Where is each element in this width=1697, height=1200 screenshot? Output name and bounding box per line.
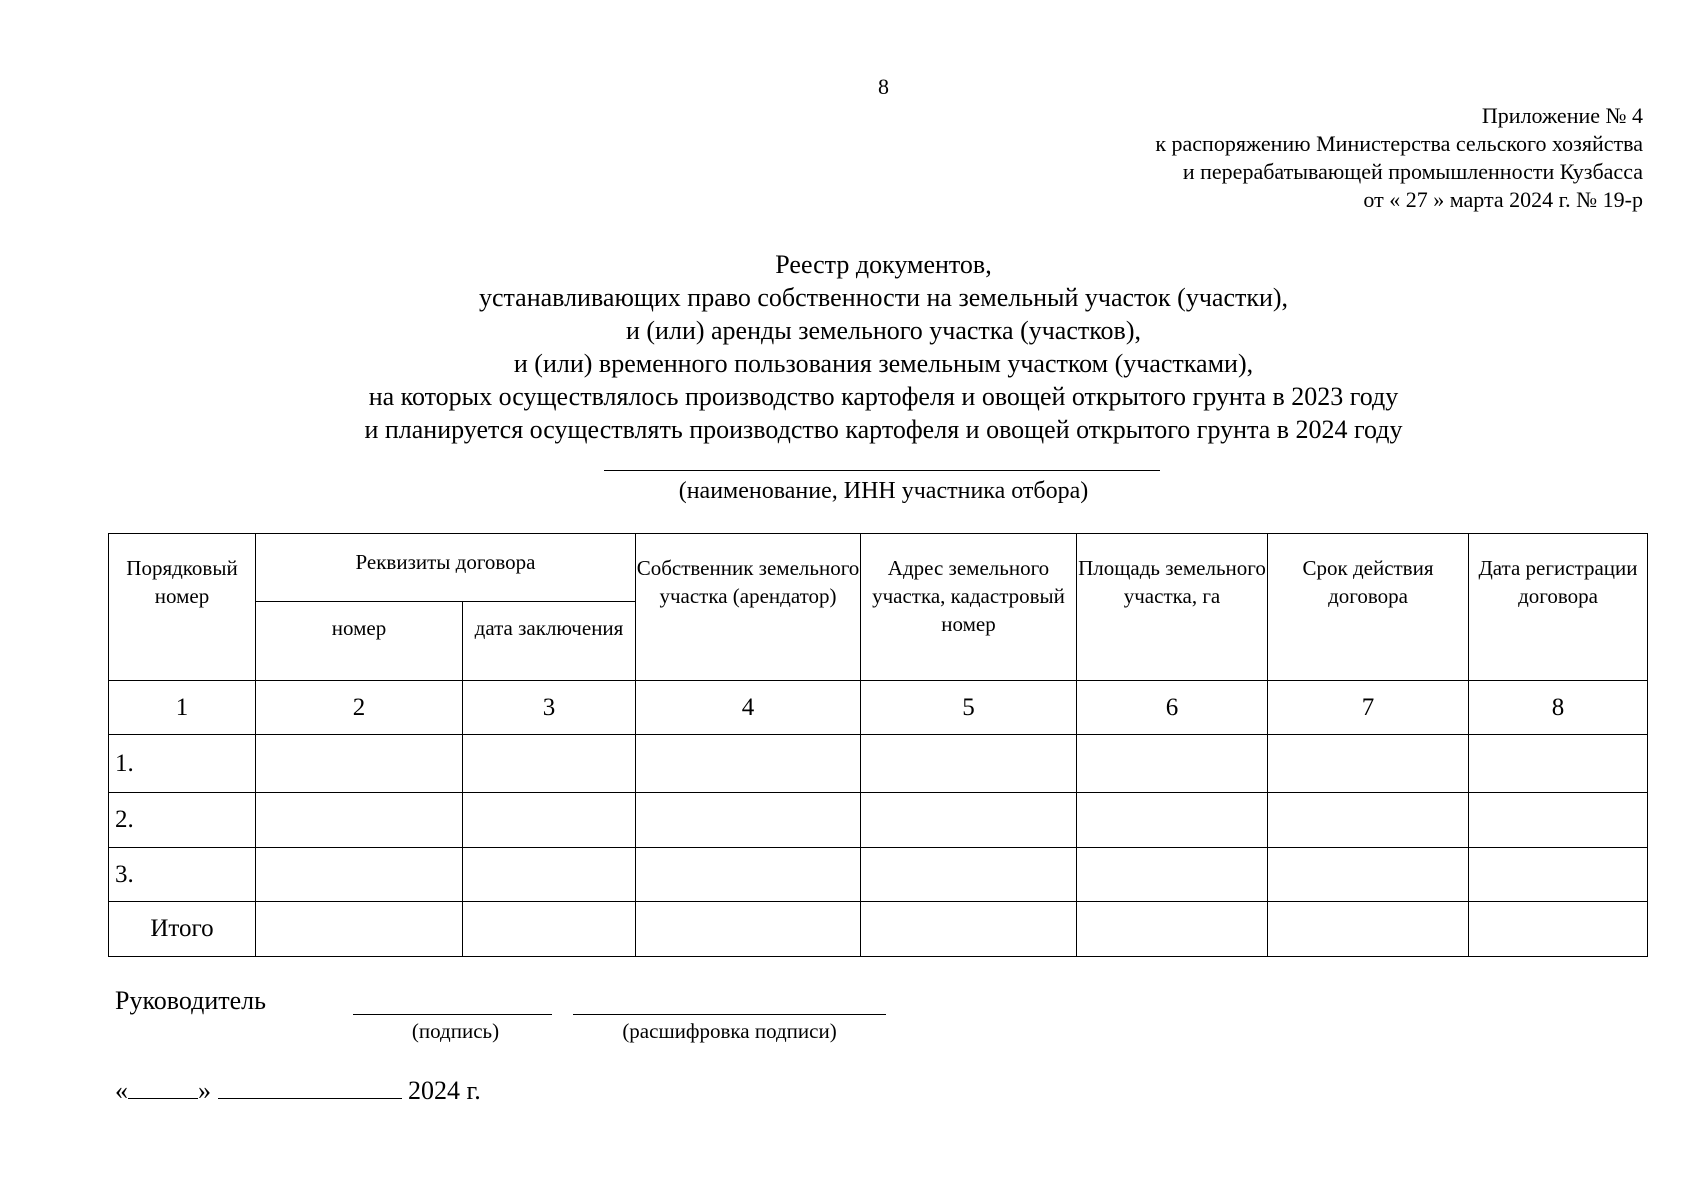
title-line: Реестр документов, bbox=[775, 250, 992, 279]
table-cell[interactable] bbox=[1077, 735, 1268, 793]
column-number-row bbox=[109, 681, 1648, 735]
table-cell[interactable] bbox=[463, 848, 636, 902]
column-number: 4 bbox=[636, 681, 861, 735]
column-number: 2 bbox=[256, 681, 463, 735]
table-row bbox=[109, 848, 1648, 902]
open-quote: « bbox=[115, 1076, 128, 1105]
table-cell[interactable] bbox=[1268, 902, 1469, 957]
appendix-line: от « 27 » марта 2024 г. № 19-р bbox=[1363, 187, 1643, 212]
participant-name-field[interactable] bbox=[604, 470, 1160, 471]
table-cell[interactable] bbox=[463, 735, 636, 793]
table-cell[interactable] bbox=[636, 735, 861, 793]
column-number: 3 bbox=[463, 681, 636, 735]
table-cell[interactable] bbox=[256, 735, 463, 793]
signature-field[interactable] bbox=[353, 1014, 552, 1015]
participant-caption: (наименование, ИНН участника отбора) bbox=[678, 478, 1089, 504]
year-label: 2024 г. bbox=[408, 1076, 481, 1105]
table-cell[interactable] bbox=[256, 793, 463, 848]
column-number: 6 bbox=[1077, 681, 1268, 735]
table-cell[interactable] bbox=[1268, 735, 1469, 793]
appendix-line: к распоряжению Министерства сельского хозяйства bbox=[1155, 131, 1643, 156]
signature-decode-caption: (расшифровка подписи) bbox=[622, 1019, 837, 1043]
table-row bbox=[109, 793, 1648, 848]
day-field[interactable] bbox=[128, 1076, 198, 1099]
table-cell[interactable] bbox=[463, 793, 636, 848]
signature-decode-field[interactable] bbox=[573, 1014, 886, 1015]
appendix-line: и перерабатывающей промышленности Кузбасса bbox=[1182, 159, 1643, 184]
row-number: 2. bbox=[109, 793, 256, 848]
head-label: Руководитель bbox=[115, 986, 266, 1015]
table-row bbox=[109, 735, 1648, 793]
table-cell[interactable] bbox=[861, 735, 1077, 793]
row-number: 1. bbox=[109, 735, 256, 793]
title-line: и (или) аренды земельного участка (участков), bbox=[625, 316, 1141, 345]
header-term: Срок действия договора bbox=[1268, 534, 1469, 681]
table-cell[interactable] bbox=[1077, 902, 1268, 957]
header-number: номер bbox=[256, 602, 463, 681]
header-contract-details: Реквизиты договора bbox=[256, 534, 636, 602]
header-address: Адрес земельного участка, кадастровый номер bbox=[861, 534, 1077, 681]
table-cell[interactable] bbox=[1469, 793, 1648, 848]
table-cell[interactable] bbox=[861, 848, 1077, 902]
table-cell[interactable] bbox=[1077, 848, 1268, 902]
close-quote: » bbox=[198, 1076, 211, 1105]
header-owner: Собственник земельного участка (арендатор) bbox=[636, 534, 861, 681]
total-label: Итого bbox=[109, 902, 256, 957]
header-area: Площадь земельного участка, га bbox=[1077, 534, 1268, 681]
table-cell[interactable] bbox=[1268, 793, 1469, 848]
table-cell[interactable] bbox=[636, 793, 861, 848]
title-line: устанавливающих право собственности на земельный участок (участки), bbox=[478, 283, 1289, 312]
table-cell[interactable] bbox=[1268, 848, 1469, 902]
title-line: и планируется осуществлять производство картофеля и овощей открытого грунта в 2024 году bbox=[364, 415, 1403, 444]
month-field[interactable] bbox=[218, 1076, 402, 1099]
table-cell[interactable] bbox=[636, 902, 861, 957]
header-date-concluded: дата заключения bbox=[463, 602, 636, 681]
table-cell[interactable] bbox=[1077, 793, 1268, 848]
table-cell[interactable] bbox=[861, 902, 1077, 957]
registry-table bbox=[108, 533, 1648, 957]
table-cell[interactable] bbox=[1469, 902, 1648, 957]
table-cell[interactable] bbox=[463, 902, 636, 957]
table-cell[interactable] bbox=[256, 902, 463, 957]
table-cell[interactable] bbox=[1469, 848, 1648, 902]
table-cell[interactable] bbox=[861, 793, 1077, 848]
appendix-block bbox=[1155, 102, 1643, 214]
title-line: и (или) временного пользования земельным участком (участками), bbox=[513, 349, 1254, 378]
column-number: 7 bbox=[1268, 681, 1469, 735]
date-footer bbox=[115, 1076, 481, 1106]
header-registration-date: Дата регистрации договора bbox=[1469, 534, 1648, 681]
table-cell[interactable] bbox=[1469, 735, 1648, 793]
column-number: 8 bbox=[1469, 681, 1648, 735]
page-number: 8 bbox=[878, 74, 889, 99]
total-row bbox=[109, 902, 1648, 957]
table-cell[interactable] bbox=[256, 848, 463, 902]
column-number: 1 bbox=[109, 681, 256, 735]
document-title bbox=[0, 248, 1697, 446]
header-row bbox=[109, 534, 1648, 602]
column-number: 5 bbox=[861, 681, 1077, 735]
title-line: на которых осуществлялось производство картофеля и овощей открытого грунта в 2023 году bbox=[368, 382, 1399, 411]
signature-caption: (подпись) bbox=[411, 1019, 500, 1043]
table-cell[interactable] bbox=[636, 848, 861, 902]
header-serial: Порядковый номер bbox=[109, 534, 256, 681]
row-number: 3. bbox=[109, 848, 256, 902]
appendix-line: Приложение № 4 bbox=[1481, 103, 1643, 128]
